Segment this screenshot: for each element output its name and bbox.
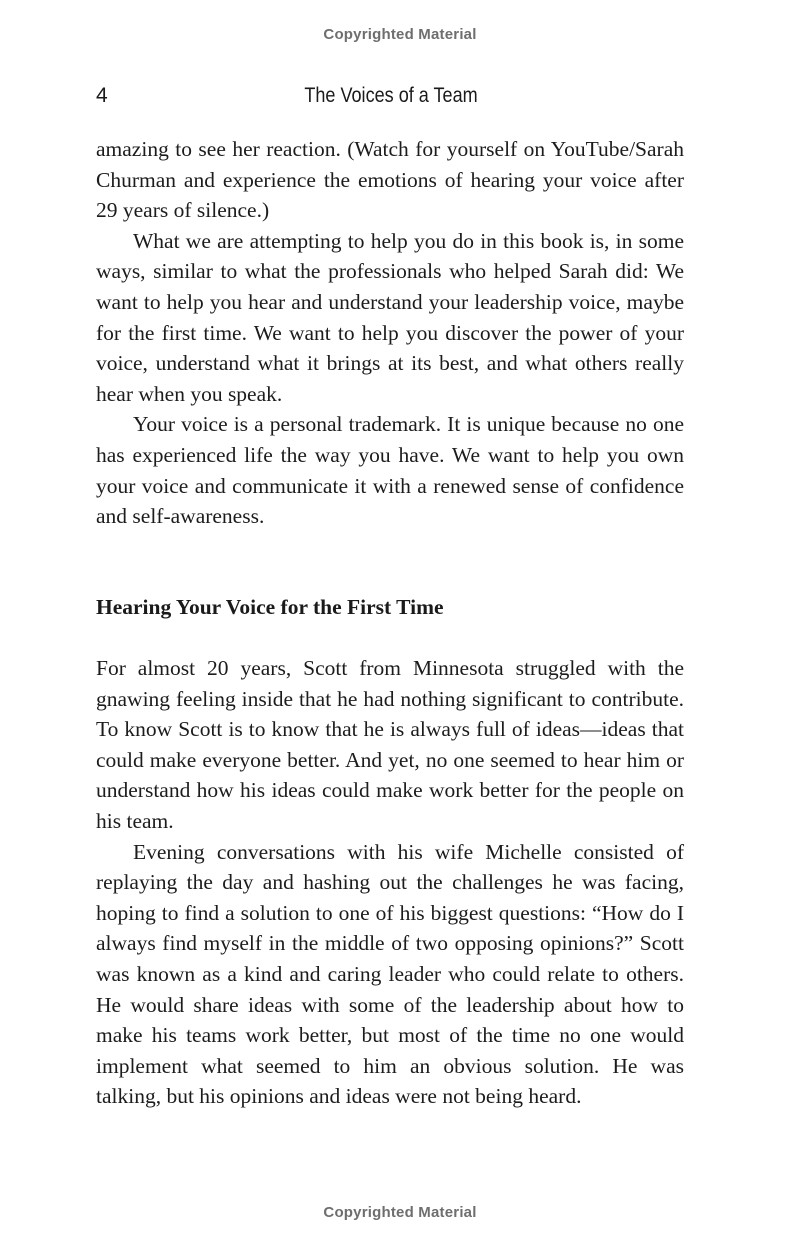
section-two-text [96, 653, 684, 1112]
paragraph: Your voice is a personal trademark. It is unique because no one has experienced life the way you have. We want to help you own your voice and communicate it with a renewed sense of confidence and self-awareness. [96, 412, 684, 529]
copyright-watermark-bottom: Copyrighted Material [323, 1204, 477, 1221]
paragraph: For almost 20 years, Scott from Minnesota struggled with the gnawing feeling inside that he had nothing significant to contribute. To know Scott is to know that he is always full of ideas—ideas that could make everyone better. And yet, no one seemed to hear him or understand how his ideas could make work better for the people on his team. [96, 656, 684, 833]
section-one-text [96, 134, 684, 532]
section-heading: Hearing Your Voice for the First Time [96, 595, 444, 619]
paragraph: Evening conversations with his wife Michelle consisted of replaying the day and hashing out the challenges he was facing, hoping to find a solution to one of his biggest questions: “How do I always find myself in the middle of two opposing opinions?” Scott was known as a kind and caring leader who could relate to others. He would share ideas with some of the leadership about how to make his teams work better, but most of the time no one would implement what seemed to him an obvious solution. He was talking, but his opinions and ideas were not being heard. [96, 839, 684, 1109]
book-title: The Voices of a Team [304, 84, 478, 107]
paragraph: amazing to see her reaction. (Watch for yourself on YouTube/Sarah Churman and experience the emotions of hearing your voice after 29 years of silence.) [96, 137, 684, 223]
running-head [96, 84, 686, 110]
copyright-watermark-top: Copyrighted Material [323, 26, 477, 43]
paragraph: What we are attempting to help you do in this book is, in some ways, similar to what the professionals who helped Sarah did: We want to help you hear and understand your leadership voice, maybe for the first time. We want to help you discover the power of your voice, understand what it brings at its best, and what others really hear when you speak. [96, 228, 684, 406]
page-number: 4 [96, 84, 108, 107]
